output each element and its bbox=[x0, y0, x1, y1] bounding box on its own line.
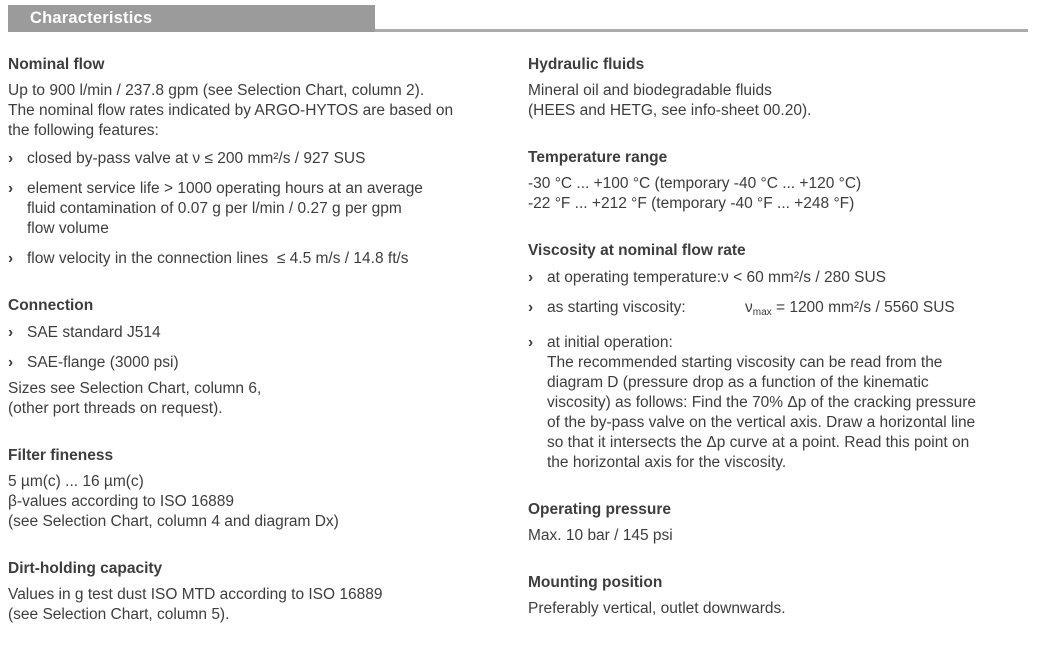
text-line: -30 °C ... +100 °C (temporary -40 °C ... +120 °C) bbox=[528, 175, 862, 192]
right-column bbox=[528, 56, 1040, 653]
bullet-item bbox=[528, 298, 1040, 323]
paragraph bbox=[528, 81, 1040, 121]
text-line: SAE-flange (3000 psi) bbox=[27, 354, 179, 371]
text-line: The recommended starting viscosity can be read from the bbox=[547, 354, 943, 371]
bullet-text bbox=[27, 179, 528, 239]
bullet-list bbox=[528, 268, 1040, 473]
bullet-text bbox=[547, 298, 1040, 323]
text-line: -22 °F ... +212 °F (temporary -40 °F ... +248 °F) bbox=[528, 195, 855, 212]
content-columns bbox=[8, 56, 1040, 653]
text-run: ν bbox=[745, 299, 753, 316]
text-line: (see Selection Chart, column 5). bbox=[8, 606, 230, 623]
text-line: Mineral oil and biodegradable fluids bbox=[528, 82, 772, 99]
text-run: as starting viscosity: bbox=[547, 299, 686, 316]
section-heading-hydraulic-fluids: Hydraulic fluids bbox=[528, 56, 645, 73]
text-line: (HEES and HETG, see info-sheet 00.20). bbox=[528, 102, 812, 119]
text-line: element service life > 1000 operating hours at an average bbox=[27, 180, 423, 197]
bullet-item bbox=[528, 333, 1040, 473]
text-line: at operating temperature:ν < 60 mm²/s / 280 SUS bbox=[547, 269, 887, 286]
bullet-text bbox=[27, 149, 528, 169]
text-line: flow volume bbox=[27, 220, 109, 237]
section-dirt-holding-capacity bbox=[8, 560, 528, 625]
section-viscosity-at-nominal-flow-rate bbox=[528, 242, 1040, 473]
bullet-text bbox=[27, 249, 528, 269]
bullet-item bbox=[8, 249, 528, 269]
section-mounting-position bbox=[528, 574, 1040, 619]
section-filter-fineness bbox=[8, 447, 528, 532]
section-connection bbox=[8, 297, 528, 419]
bullet-item bbox=[528, 268, 1040, 288]
bullet-marker-icon: › bbox=[8, 250, 14, 267]
subscript-text: max bbox=[752, 307, 772, 318]
section-heading-viscosity-at-nominal-flow-rate: Viscosity at nominal flow rate bbox=[528, 242, 746, 259]
section-temperature-range bbox=[528, 149, 1040, 214]
paragraph bbox=[8, 379, 528, 419]
text-line: fluid contamination of 0.07 g per l/min / 0.27 g per gpm bbox=[27, 200, 402, 217]
bullet-list bbox=[8, 149, 528, 269]
text-line: Sizes see Selection Chart, column 6, bbox=[8, 380, 262, 397]
section-heading-operating-pressure: Operating pressure bbox=[528, 501, 671, 518]
bullet-list bbox=[8, 323, 528, 373]
bullet-text bbox=[547, 268, 1040, 288]
section-heading-nominal-flow: Nominal flow bbox=[8, 56, 105, 73]
bullet-item bbox=[8, 353, 528, 373]
bullet-marker-icon: › bbox=[8, 180, 14, 197]
left-column bbox=[8, 56, 528, 653]
paragraph bbox=[528, 526, 1040, 546]
text-line: viscosity) as follows: Find the 70% Δp of the cracking pressure bbox=[547, 394, 977, 411]
bullet-marker-icon: › bbox=[528, 299, 534, 316]
text-line: Values in g test dust ISO MTD according to ISO 16889 bbox=[8, 586, 383, 603]
header-rule-line bbox=[375, 29, 1028, 32]
text-line bbox=[547, 298, 1040, 323]
section-header-bar bbox=[8, 5, 375, 32]
text-line: The nominal flow rates indicated by ARGO-HYTOS are based on bbox=[8, 102, 454, 119]
text-line: at initial operation: bbox=[547, 334, 673, 351]
text-line: of the by-pass valve on the vertical axis. Draw a horizontal line bbox=[547, 414, 976, 431]
bullet-marker-icon: › bbox=[528, 269, 534, 286]
text-line: (other port threads on request). bbox=[8, 400, 223, 417]
text-line: closed by-pass valve at ν ≤ 200 mm²/s / 927 SUS bbox=[27, 150, 366, 167]
text-line: Max. 10 bar / 145 psi bbox=[528, 527, 673, 544]
paragraph bbox=[528, 174, 1040, 214]
bullet-text bbox=[547, 333, 1040, 473]
section-heading-dirt-holding-capacity: Dirt-holding capacity bbox=[8, 560, 163, 577]
text-line: diagram D (pressure drop as a function of the kinematic bbox=[547, 374, 929, 391]
section-heading-filter-fineness: Filter fineness bbox=[8, 447, 114, 464]
text-line: β-values according to ISO 16889 bbox=[8, 493, 235, 510]
text-line: (see Selection Chart, column 4 and diagram Dx) bbox=[8, 513, 339, 530]
text-line: 5 µm(c) ... 16 µm(c) bbox=[8, 473, 144, 490]
bullet-marker-icon: › bbox=[8, 150, 14, 167]
text-line: so that it intersects the Δp curve at a point. Read this point on bbox=[547, 434, 970, 451]
section-heading-mounting-position: Mounting position bbox=[528, 574, 663, 591]
paragraph bbox=[8, 472, 528, 532]
paragraph bbox=[528, 599, 1040, 619]
paragraph bbox=[8, 81, 528, 141]
text-run: = 1200 mm²/s / 5560 SUS bbox=[771, 299, 955, 316]
section-heading-temperature-range: Temperature range bbox=[528, 149, 668, 166]
bullet-text bbox=[27, 353, 528, 373]
text-line: Up to 900 l/min / 237.8 gpm (see Selection Chart, column 2). bbox=[8, 82, 425, 99]
section-operating-pressure bbox=[528, 501, 1040, 546]
text-line: flow velocity in the connection lines ≤ 4.5 m/s / 14.8 ft/s bbox=[27, 250, 409, 267]
section-nominal-flow bbox=[8, 56, 528, 269]
text-line: SAE standard J514 bbox=[27, 324, 161, 341]
bullet-item bbox=[8, 149, 528, 169]
bullet-item bbox=[8, 323, 528, 343]
text-line: the following features: bbox=[8, 122, 159, 139]
text-line: the horizontal axis for the viscosity. bbox=[547, 454, 787, 471]
paragraph bbox=[8, 585, 528, 625]
section-heading-connection: Connection bbox=[8, 297, 94, 314]
bullet-marker-icon: › bbox=[528, 334, 534, 351]
bullet-marker-icon: › bbox=[8, 324, 14, 341]
section-hydraulic-fluids bbox=[528, 56, 1040, 121]
text-line: Preferably vertical, outlet downwards. bbox=[528, 600, 786, 617]
page-title: Characteristics bbox=[30, 9, 153, 27]
bullet-marker-icon: › bbox=[8, 354, 14, 371]
bullet-item bbox=[8, 179, 528, 239]
bullet-text bbox=[27, 323, 528, 343]
